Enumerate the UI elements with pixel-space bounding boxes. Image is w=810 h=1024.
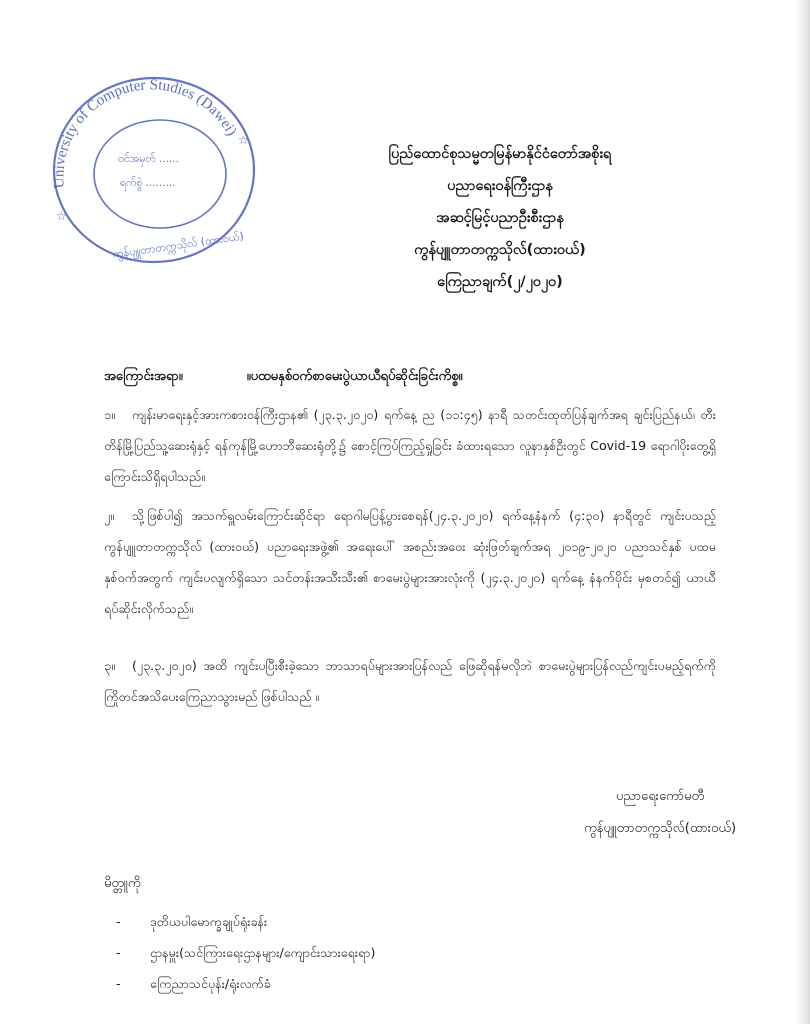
paragraph-3 <box>104 650 716 712</box>
university-title: ကွန်ပျူတာတက္ကသိုလ်(ထားဝယ်) <box>414 242 586 258</box>
list-dash: - <box>116 914 121 929</box>
seal-inner-line1: ဝင်အမှတ် ...... <box>118 153 179 165</box>
government-title: ပြည်ထောင်စုသမ္မတမြန်မာနိုင်ငံတော်အစိုးရ <box>388 146 612 162</box>
paragraph-number: ၂။ <box>104 508 114 523</box>
paragraph-number: ၃။ <box>104 658 115 673</box>
paragraph-text: (၂၃.၃.၂၀၂၀) အထိ ကျင်းပပြီးစီးခဲ့သော ဘာသာရပ်များအားပြန်လည် ဖြေဆိုရန်မလိုဘဲ စာမေးပွဲများပြန်လည်ကျင်းပမည့်ရက်ကို ကြိုတင်အသိပေးကြေညာသွားမည် ဖြစ်ပါသည် ။ <box>104 658 716 704</box>
seal-inner-ring <box>94 120 226 228</box>
seal-inner-line2: ရက်စွဲ ......... <box>120 177 176 189</box>
paragraph-number: ၁။ <box>104 407 115 422</box>
signature-committee: ပညာရေးကော်မတီ <box>615 789 705 804</box>
paragraph-2 <box>104 500 716 624</box>
department-title: အဆင့်မြင့်ပညာဦးစီးဌာန <box>436 210 564 226</box>
announcement-number: ကြေညာချက်(၂/၂၀၂၀) <box>437 274 563 290</box>
copies-list <box>116 906 375 999</box>
subject-line <box>104 368 462 387</box>
list-dash: - <box>116 945 121 960</box>
paragraph-1 <box>104 399 716 492</box>
copy-recipient: ကြေညာသင်ပုန်း/ရုံးလက်ခံ <box>150 976 271 991</box>
subject-text: ။ပထမနှစ်ဝက်စာမေးပွဲယာယီရပ်ဆိုင်းခြင်းကိစ္စ။ <box>246 369 463 384</box>
page-edge-shadow <box>796 0 810 1024</box>
paragraph-text: သို့ဖြစ်ပါ၍ အသက်ရှူလမ်းကြောင်းဆိုင်ရာ ရောဂါမပြန့်ပွားစေရန်(၂၄.၃.၂၀၂၀) ရက်နေ့နံနက် (၄:၃၀) နာရီတွင် ကျင်းပသည့် ကွန်ပျူတာတက္ကသိုလ် (ထားဝယ်) ပညာရေးအဖွဲ့၏ အရေးပေါ် အစည်းအဝေး ဆုံးဖြတ်ချက်အရ ၂၀၁၉-၂၀၂၀ ပညာသင်နှစ် ပထမနှစ်ဝက်အတွက် ကျင်းပလျက်ရှိသော သင်တန်းအသီးသီး၏ စာမေးပွဲများအားလုံးကို (၂၄.၃.၂၀၂၀) ရက်နေ့ နံနက်ပိုင်း မှစတင်၍ ယာယီရပ်ဆိုင်းလိုက်သည်။ <box>104 508 716 616</box>
document-header <box>300 138 700 298</box>
university-seal-stamp <box>42 70 268 270</box>
list-item <box>116 968 375 999</box>
seal-star-left-icon: ☆ <box>56 209 67 223</box>
seal-star-right-icon: ☆ <box>238 133 249 147</box>
ministry-title: ပညာရေးဝန်ကြီးဌာန <box>447 178 553 194</box>
list-dash: - <box>116 976 121 991</box>
seal-bottom-text: ကွန်ပျူတာတက္ကသိုလ် (ထားဝယ်) <box>111 229 245 261</box>
subject-label: အကြောင်းအရာ။ <box>104 369 183 384</box>
seal-outer-text: University of Computer Studies (Dawei) <box>51 77 240 189</box>
signature-organization: ကွန်ပျူတာတက္ကသိုလ်(ထားဝယ်) <box>583 821 737 836</box>
list-item <box>116 937 375 968</box>
list-item <box>116 906 375 937</box>
copy-recipient: ဌာနမှူး(သင်ကြားရေးဌာနများ/ကျောင်းသားရေးရာ) <box>150 945 376 960</box>
paragraph-text: ကျန်းမာရေးနှင့်အားကစားဝန်ကြီးဌာန၏ (၂၃.၃.၂၀၂၀) ရက်နေ့ ည (၁၁:၄၅) နာရီ သတင်းထုတ်ပြန်ချက်အရ ချင်းပြည်နယ်၊ တီးတိန်မြို့ပြည်သူ့ဆေးရုံနှင့် ရန်ကုန်မြို့ဟောဘီဆေးရုံတို့၌ စောင့်ကြပ်ကြည့်ရှုခြင်း ခံထားရသော လူနာနှစ်ဦးတွင် Covid-19 ရောဂါပိုးတွေ့ရှိကြောင်းသိရှိရပါသည်။ <box>104 407 716 484</box>
copies-label: မိတ္တူကို <box>104 876 141 891</box>
copy-recipient: ဒုတိယပါမောက္ခချုပ်ရုံးခန်း <box>150 914 268 929</box>
